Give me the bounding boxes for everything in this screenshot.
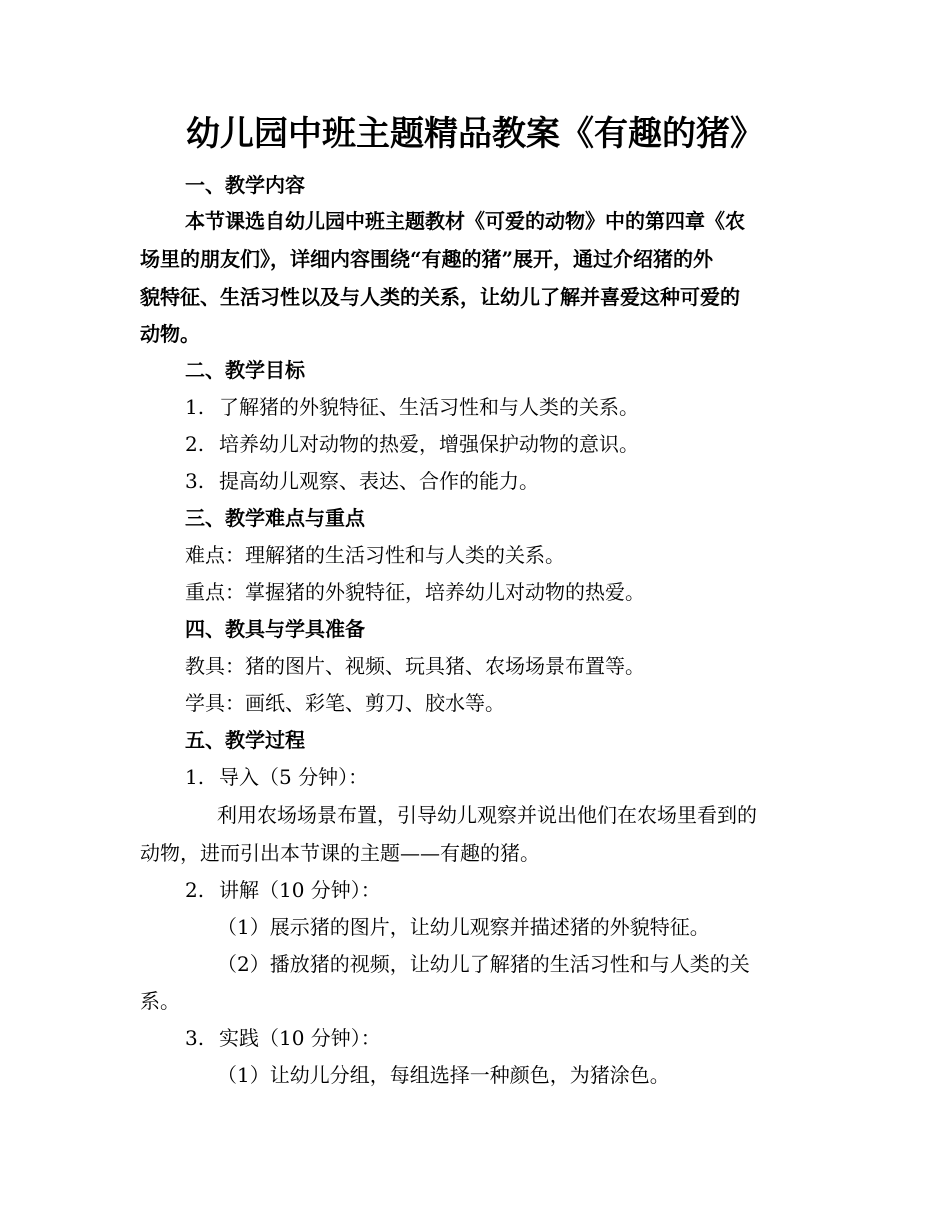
process-step [185, 1024, 381, 1052]
goal-item-text: 培养幼儿对动物的热爱，增强保护动物的意识。 [219, 432, 639, 456]
content-paragraph-line: 貌特征、生活习性以及与人类的关系，让幼儿了解并喜爱这种可爱的 [140, 285, 740, 309]
content-paragraph-line: 动物。 [140, 322, 200, 346]
goal-item [185, 467, 539, 495]
document-title: 幼儿园中班主题精品教案《有趣的猪》 [186, 114, 764, 154]
process-substep: 系。 [140, 989, 180, 1013]
process-step-label: 实践（10 分钟）： [219, 1026, 381, 1050]
process-step-line: 利用农场场景布置，引导幼儿观察并说出他们在农场里看到的 [217, 803, 757, 827]
process-step-number: 1. [185, 765, 205, 789]
section-heading-key-points: 三、教学难点与重点 [185, 506, 365, 530]
process-step-label: 讲解（10 分钟）： [219, 878, 381, 902]
process-step-number: 2. [185, 878, 205, 902]
focus-text: 重点：掌握猪的外貌特征，培养幼儿对动物的热爱。 [185, 580, 645, 604]
process-step-label: 导入（5 分钟）： [219, 765, 369, 789]
content-paragraph-line: 本节课选自幼儿园中班主题教材《可爱的动物》中的第四章《农 [185, 209, 745, 233]
process-substep: （1）让幼儿分组，每组选择一种颜色，为猪涂色。 [217, 1063, 670, 1087]
goal-item-number: 1. [185, 395, 205, 419]
process-substep: （1）展示猪的图片，让幼儿观察并描述猪的外貌特征。 [217, 915, 710, 939]
goal-item [185, 393, 639, 421]
teacher-tools-text: 教具：猪的图片、视频、玩具猪、农场场景布置等。 [185, 654, 645, 678]
student-tools-text: 学具：画纸、彩笔、剪刀、胶水等。 [185, 691, 505, 715]
goal-item [185, 430, 639, 458]
process-step-line: 动物，进而引出本节课的主题——有趣的猪。 [140, 841, 540, 865]
section-heading-content: 一、教学内容 [185, 173, 305, 197]
goal-item-number: 3. [185, 469, 205, 493]
goal-item-text: 提高幼儿观察、表达、合作的能力。 [219, 469, 539, 493]
section-heading-goals: 二、教学目标 [185, 358, 305, 382]
section-heading-process: 五、教学过程 [185, 728, 305, 752]
section-heading-materials: 四、教具与学具准备 [185, 617, 365, 641]
content-paragraph-line: 场里的朋友们》，详细内容围绕“有趣的猪”展开，通过介绍猪的外 [140, 247, 714, 271]
process-step-number: 3. [185, 1026, 205, 1050]
difficulty-text: 难点：理解猪的生活习性和与人类的关系。 [185, 543, 565, 567]
process-step [185, 763, 368, 791]
goal-item-text: 了解猪的外貌特征、生活习性和与人类的关系。 [219, 395, 639, 419]
process-step [185, 876, 381, 904]
process-substep: （2）播放猪的视频，让幼儿了解猪的生活习性和与人类的关 [217, 952, 750, 976]
goal-item-number: 2. [185, 432, 205, 456]
